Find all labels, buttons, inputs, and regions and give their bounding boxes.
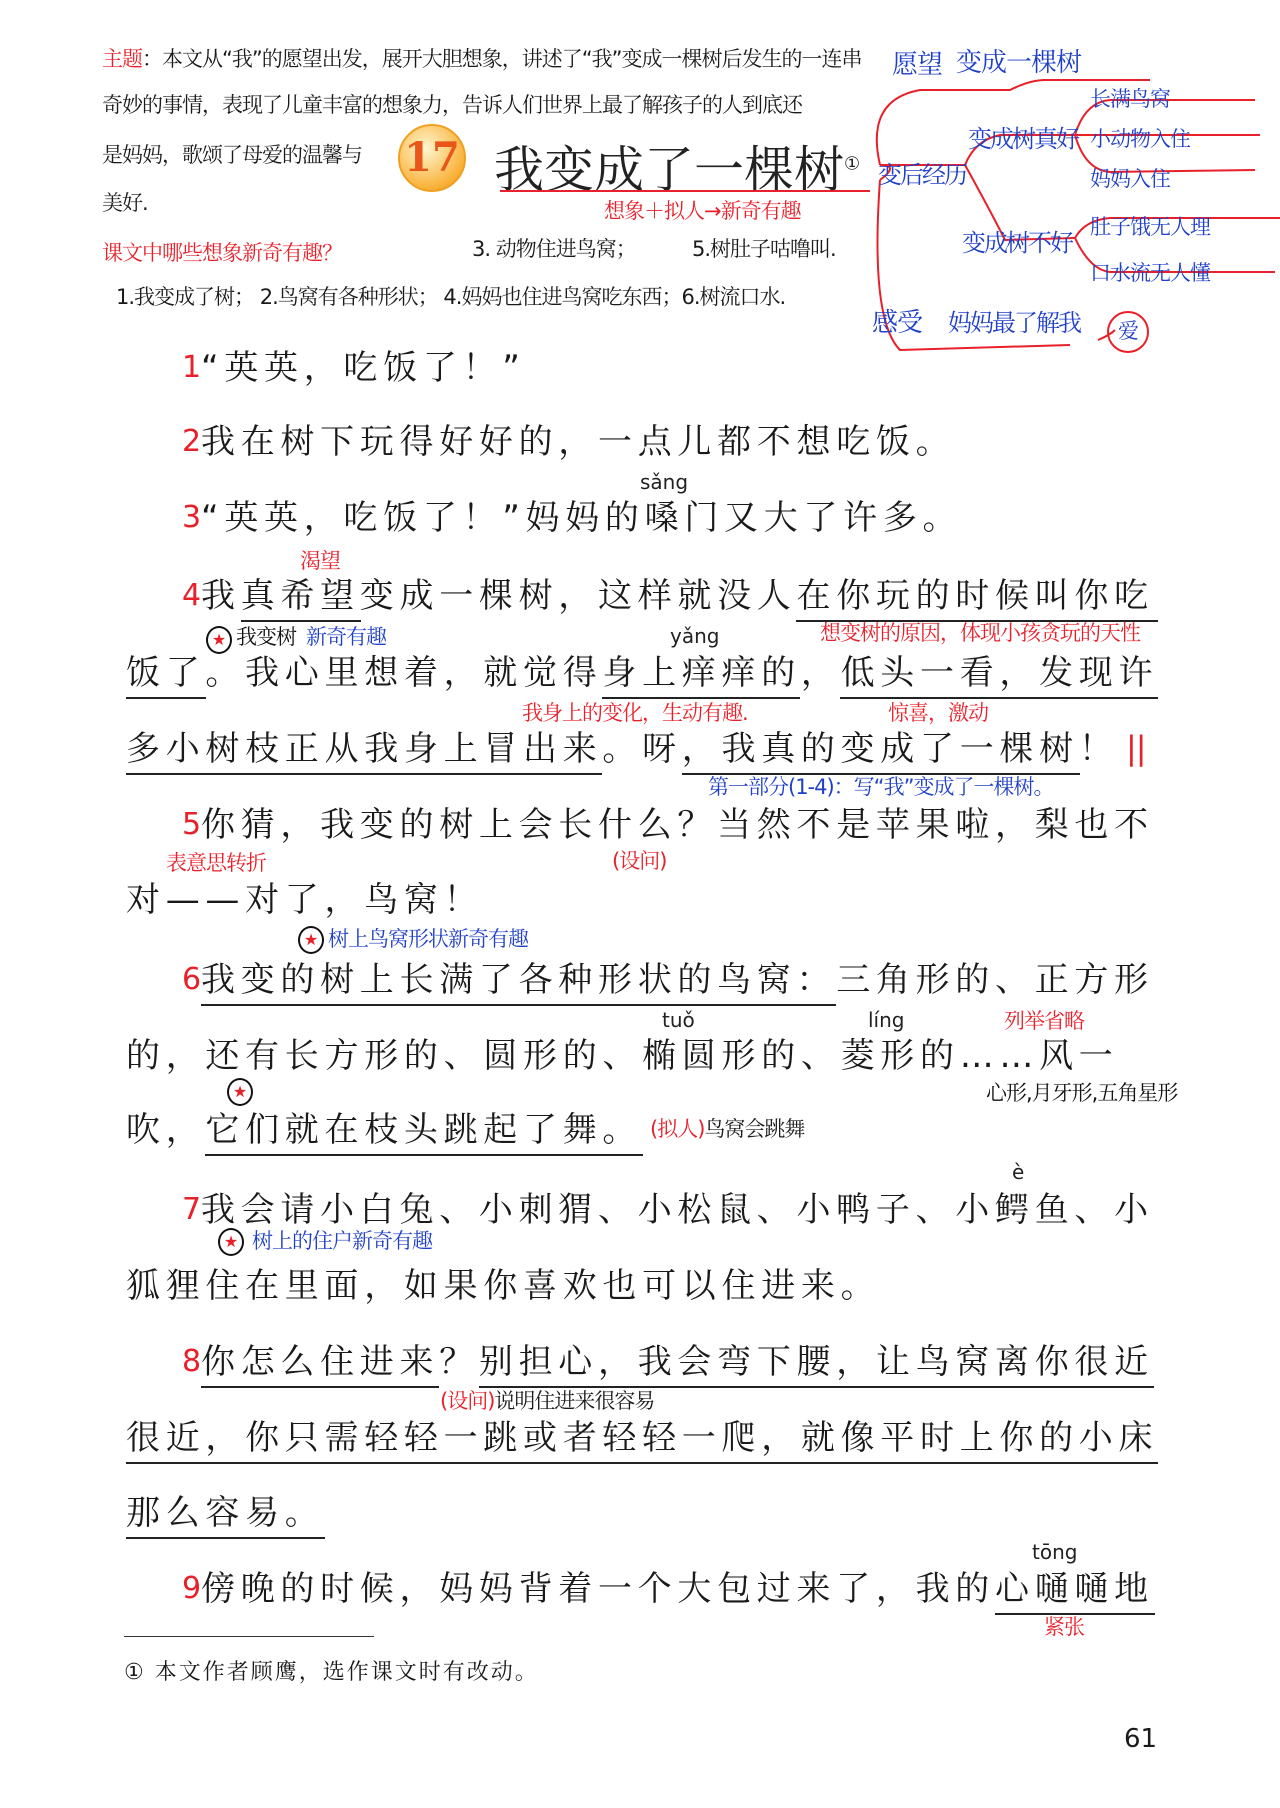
text-line: 傍晚的时候，妈妈背着一个大包过来了，我的心嗵嗵地	[201, 1569, 1154, 1609]
technique-note: 想象＋拟人→新奇有趣	[604, 199, 801, 223]
mm-bad-item: 肚子饿无人理	[1090, 215, 1210, 239]
note-reason: 想变树的原因，体现小孩贪玩的天性	[820, 621, 1140, 645]
underline	[126, 1462, 1158, 1464]
underline	[205, 1154, 643, 1156]
theme-line: ：本文从“我”的愿望出发，展开大胆想象，讲述了“我”变成一棵树后发生的一连串	[142, 47, 862, 71]
mm-good-item: 长满鸟窝	[1090, 87, 1170, 111]
footnote-rule	[124, 1636, 374, 1637]
pinyin-sang: sǎng	[640, 470, 689, 494]
text-line: 我会请小白兔、小刺猬、小松鼠、小鸭子、小鳄鱼、小	[201, 1190, 1154, 1230]
theme-note	[102, 46, 862, 72]
mm-feeling: 感受	[872, 308, 923, 338]
pinyin-tong: tōng	[1032, 1540, 1078, 1564]
title-underline	[500, 190, 870, 192]
mm-feeling-detail: 妈妈最了解我	[948, 309, 1080, 337]
note-wo-bian-shu: 我变树	[236, 625, 296, 649]
paragraph-number: 7	[182, 1192, 202, 1227]
mm-bad-item: 口水流无人懂	[1090, 261, 1210, 285]
note-xinqi: 新奇有趣	[306, 625, 386, 649]
footnote: ① 本文作者顾鹰，选作课文时有改动。	[124, 1660, 539, 1685]
question-note: 课文中哪些想象新奇有趣？	[102, 241, 342, 265]
answer-3: 3. 动物住进鸟窝；	[472, 237, 636, 261]
note-residents: 树上的住户新奇有趣	[252, 1229, 432, 1253]
underline	[602, 697, 800, 699]
note-rhetorical-q: (设问)	[612, 849, 667, 873]
underline	[126, 773, 602, 775]
note-surprise: 惊喜，激动	[888, 701, 988, 725]
pinyin-e: è	[1012, 1160, 1025, 1184]
paragraph-number: 8	[182, 1344, 202, 1379]
text-line: 对——对了，鸟窝！	[126, 880, 484, 920]
paragraph-number: 5	[182, 807, 202, 842]
text-line: 多小树枝正从我身上冒出来。呀，我真的变成了一棵树！	[126, 729, 1119, 769]
mm-good-item: 妈妈入住	[1090, 167, 1170, 191]
text-line: 我在树下玩得好好的，一点儿都不想吃饭。	[201, 422, 956, 462]
star-icon: ★	[227, 1078, 253, 1106]
paragraph-number: 4	[182, 578, 202, 613]
star-icon: ★	[218, 1228, 244, 1256]
lesson-number-badge: 17	[398, 124, 466, 192]
text-line: 那么容易。	[126, 1493, 325, 1533]
pinyin-yang: yǎng	[670, 624, 720, 648]
note-body-change: 我身上的变化，生动有趣.	[522, 701, 748, 725]
text-line: 的，还有长方形的、圆形的、椭圆形的、菱形的……风一	[126, 1036, 1119, 1076]
star-icon: ★	[298, 926, 324, 954]
underline	[126, 697, 206, 699]
paragraph-number: 3	[182, 500, 202, 535]
answer-5: 5.树肚子咕噜叫.	[692, 237, 836, 261]
text-line: 我真希望变成一棵树，这样就没人在你玩的时候叫你吃	[201, 576, 1154, 616]
note-nest-shapes: 树上鸟窝形状新奇有趣	[328, 927, 528, 951]
text-line: 吹，它们就在枝头跳起了舞。	[126, 1110, 643, 1150]
underline	[201, 1386, 439, 1388]
page-number: 61	[1124, 1724, 1158, 1754]
text-line: 饭了。我心里想着，就觉得身上痒痒的，低头一看，发现许	[126, 653, 1159, 693]
note-kewang: 渴望	[300, 549, 340, 573]
mm-wish-detail: 变成一棵树	[956, 48, 1082, 78]
text-line: “英英，吃饭了！”妈妈的嗓门又大了许多。	[201, 498, 963, 538]
underline	[126, 1537, 325, 1539]
lesson-title: 我变成了一棵树①	[494, 141, 861, 199]
note-nervous: 紧张	[1044, 1615, 1084, 1639]
theme-line: 奇妙的事情，表现了儿童丰富的想象力，告诉人们世界上最了解孩子的人到底还	[102, 93, 802, 117]
mm-love: 爱	[1118, 319, 1138, 343]
text-line: 狐狸住在里面，如果你喜欢也可以住进来。	[126, 1266, 881, 1306]
mm-experience: 变后经历	[878, 161, 966, 189]
underline	[201, 1004, 836, 1006]
underline	[840, 697, 1158, 699]
text-line: “英英，吃饭了！”	[201, 348, 526, 388]
section-mark: ||	[1126, 729, 1146, 767]
paragraph-number: 2	[182, 424, 202, 459]
theme-line: 美好.	[102, 191, 148, 215]
note-personify: (拟人)鸟窝会跳舞	[650, 1117, 805, 1141]
theme-label: 主题	[102, 47, 142, 71]
theme-line: 是妈妈，歌颂了母爱的温馨与	[102, 143, 362, 167]
mm-bad: 变成树不好	[962, 229, 1072, 257]
paragraph-number: 6	[182, 962, 202, 997]
mm-wish: 愿望	[892, 50, 943, 80]
text-line: 你怎么住进来？别担心，我会弯下腰，让鸟窝离你很近	[201, 1342, 1154, 1382]
mm-good: 变成树真好	[968, 125, 1078, 153]
star-icon: ★	[206, 626, 232, 654]
paragraph-number: 1	[182, 350, 202, 385]
underline	[241, 620, 361, 622]
pinyin-ling: líng	[868, 1008, 905, 1032]
answers-row: 1.我变成了树； 2.鸟窝有各种形状； 4.妈妈也住进鸟窝吃东西；6.树流口水.	[116, 285, 786, 309]
text-line: 我变的树上长满了各种形状的鸟窝：三角形的、正方形	[201, 960, 1154, 1000]
mm-good-item: 小动物入住	[1090, 127, 1190, 151]
text-line: 你猜，我变的树上会长什么？当然不是苹果啦，梨也不	[201, 805, 1154, 845]
note-easy: (设问)说明住进来很容易	[440, 1389, 655, 1413]
pinyin-tuo: tuǒ	[662, 1008, 695, 1032]
text-line: 很近，你只需轻轻一跳或者轻轻一爬，就像平时上你的小床	[126, 1418, 1159, 1458]
paragraph-number: 9	[182, 1571, 202, 1606]
note-list-omit: 列举省略	[1004, 1009, 1084, 1033]
note-part-one: 第一部分(1-4)：写“我”变成了一棵树。	[708, 775, 1054, 799]
note-transition: 表意思转折	[166, 851, 266, 875]
note-extra-shapes: 心形,月牙形,五角星形	[986, 1081, 1178, 1105]
